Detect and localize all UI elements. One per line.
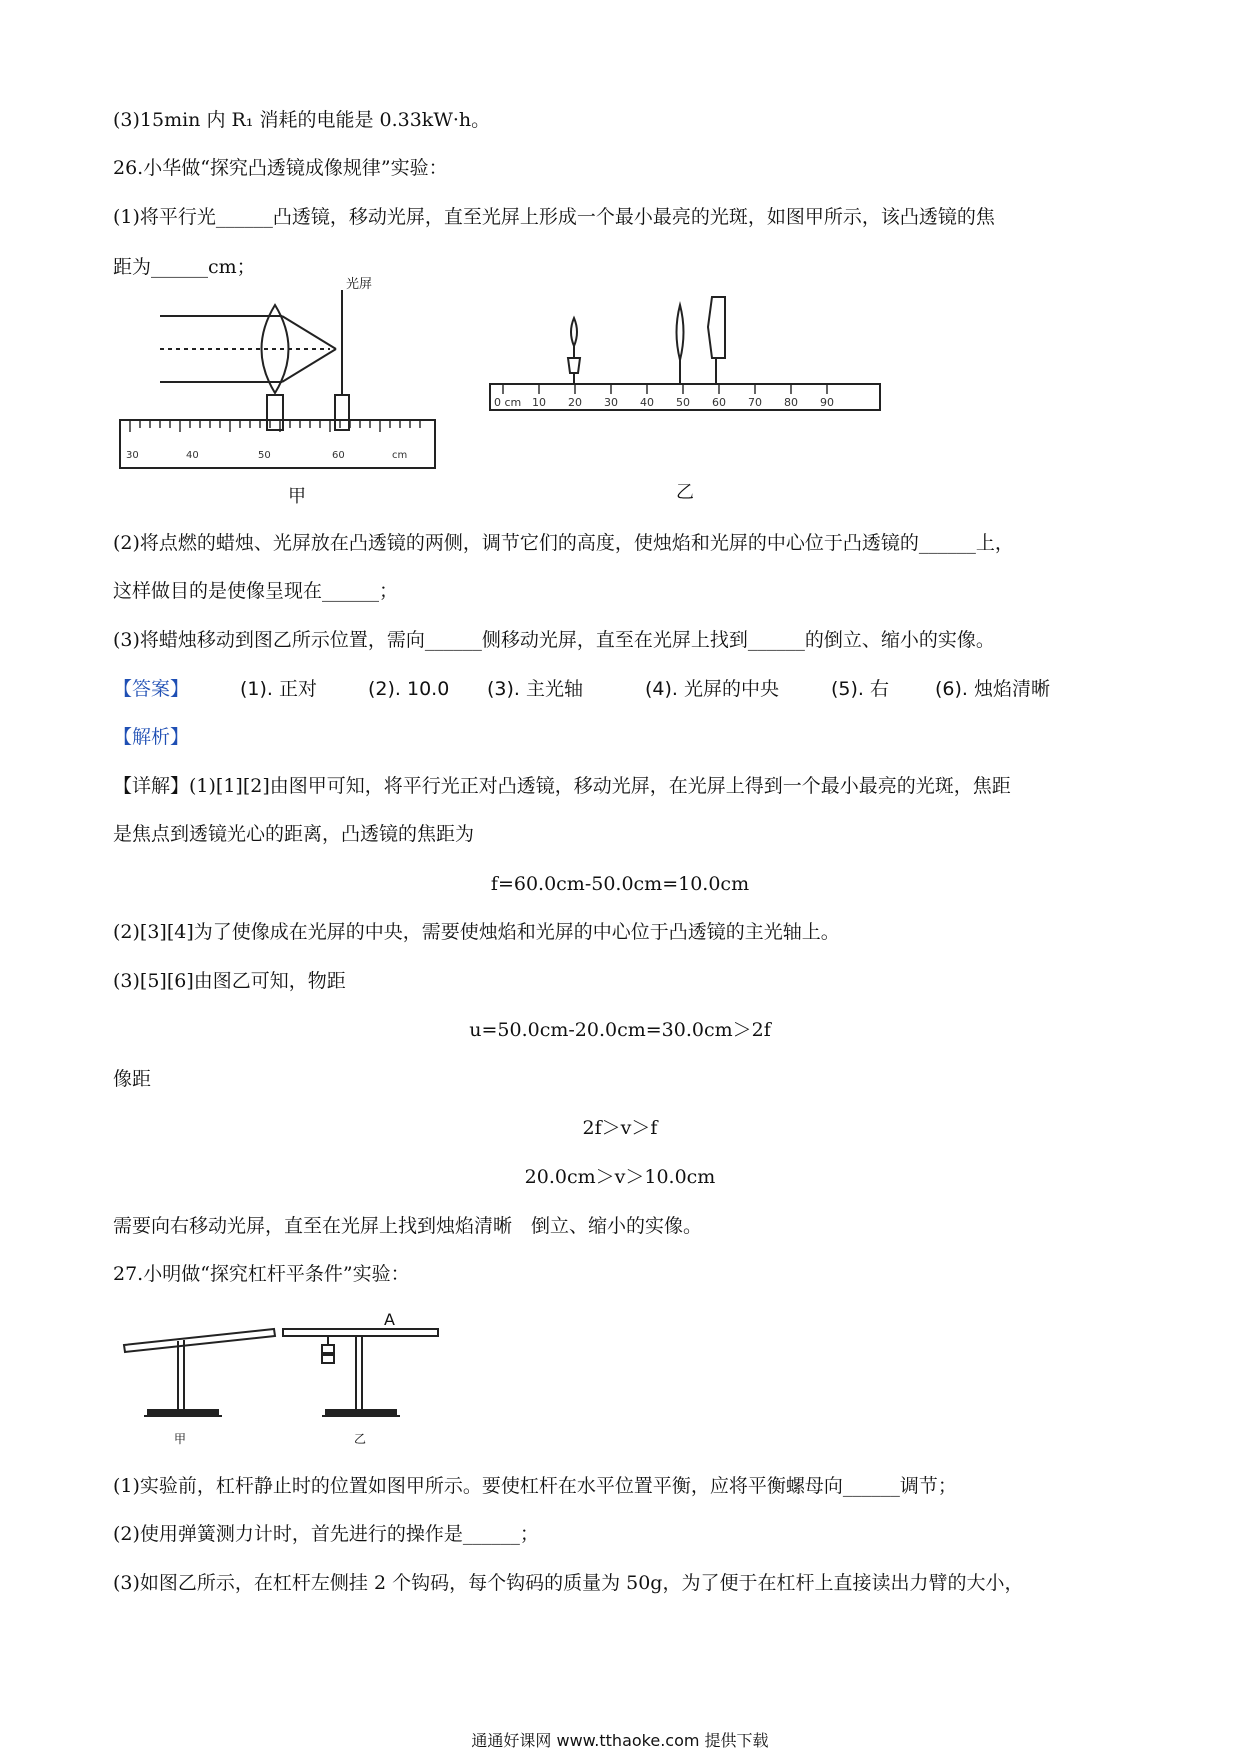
text-line: 距为______cm； <box>113 256 256 278</box>
answer-item: (3). 主光轴 <box>487 678 583 700</box>
ruler-tick: 50 <box>258 450 271 461</box>
text-line: 是焦点到透镜光心的距离，凸透镜的焦距为 <box>113 823 475 845</box>
text-line: (3)如图乙所示，在杠杆左侧挂 2 个钩码，每个钩码的质量为 50g，为了便于在杠杆上直接读出力臂的大小， <box>113 1572 1024 1594</box>
figure-caption-yi: 乙 <box>676 482 694 503</box>
answer-item: (2). 10.0 <box>368 678 450 700</box>
text-line: (3)[5][6]由图乙可知，物距 <box>113 970 346 992</box>
ruler-tick: 80 <box>784 396 798 409</box>
ruler-tick: 90 <box>820 396 834 409</box>
ruler-tick: cm <box>392 450 408 461</box>
text-line: (3)15min 内 R₁ 消耗的电能是 0.33kW·h。 <box>113 109 491 131</box>
text-line: 需要向右移动光屏，直至在光屏上找到烛焰清晰 倒立、缩小的实像。 <box>113 1215 703 1237</box>
screen-label: 光屏 <box>346 277 373 292</box>
ruler-tick: 40 <box>186 450 199 461</box>
ruler-tick: 60 <box>712 396 726 409</box>
answer-item: (1). 正对 <box>240 678 317 700</box>
answer-label: 【答案】 <box>113 678 190 700</box>
question-27-title: 27.小明做“探究杠杆平条件”实验： <box>113 1263 410 1285</box>
page-footer: 通通好课网 www.tthaoke.com 提供下载 <box>471 1731 769 1750</box>
ruler-tick: 30 <box>604 396 618 409</box>
ruler-tick: 70 <box>748 396 762 409</box>
equation: f=60.0cm-50.0cm=10.0cm <box>490 873 750 895</box>
question-26-title: 26.小华做“探究凸透镜成像规律”实验： <box>113 157 448 179</box>
ruler-tick: 40 <box>640 396 654 409</box>
figure-caption-jia: 甲 <box>288 486 306 507</box>
lever-experiment-figure <box>118 1305 458 1450</box>
equation: 2f＞v＞f <box>582 1117 658 1139</box>
point-a-label: A <box>384 1310 395 1329</box>
text-line: (2)[3][4]为了使像成在光屏的中央，需要使烛焰和光屏的中心位于凸透镜的主光轴上。 <box>113 921 840 943</box>
text-line: (1)实验前，杠杆静止时的位置如图甲所示。要使杠杆在水平位置平衡，应将平衡螺母向______调节； <box>113 1475 957 1497</box>
figure-caption-jia: 甲 <box>174 1432 187 1446</box>
figure-caption-yi: 乙 <box>354 1432 367 1446</box>
ruler-tick: 50 <box>676 396 690 409</box>
text-line: (2)将点燃的蜡烛、光屏放在凸透镜的两侧，调节它们的高度，使烛焰和光屏的中心位于凸透镜的______上， <box>113 532 1014 554</box>
answer-item: (5). 右 <box>831 678 889 700</box>
analysis-label: 【解析】 <box>113 726 190 748</box>
text-line: 像距 <box>113 1068 152 1090</box>
equation: u=50.0cm-20.0cm=30.0cm＞2f <box>469 1019 771 1041</box>
text-line: (1)将平行光______凸透镜，移动光屏，直至光屏上形成一个最小最亮的光斑，如图甲所示，该凸透镜的焦 <box>113 206 995 228</box>
ruler-tick: 0 cm <box>494 396 522 409</box>
answer-item: (4). 光屏的中央 <box>645 678 779 700</box>
answer-item: (6). 烛焰清晰 <box>935 678 1050 700</box>
text-line: 这样做目的是使像呈现在______； <box>113 580 399 602</box>
equation: 20.0cm＞v＞10.0cm <box>524 1166 716 1188</box>
ruler-tick: 60 <box>332 450 345 461</box>
text-line: (3)将蜡烛移动到图乙所示位置，需向______侧移动光屏，直至在光屏上找到______的倒立、缩小的实像。 <box>113 629 995 651</box>
ruler-tick: 20 <box>568 396 582 409</box>
text-line: 【详解】(1)[1][2]由图甲可知，将平行光正对凸透镜，移动光屏，在光屏上得到一个最小最亮的光斑，焦距 <box>113 775 1011 797</box>
ruler-tick: 30 <box>126 450 139 461</box>
ruler-tick: 10 <box>532 396 546 409</box>
lens-experiment-figure <box>110 270 890 510</box>
text-line: (2)使用弹簧测力计时，首先进行的操作是______； <box>113 1523 539 1545</box>
